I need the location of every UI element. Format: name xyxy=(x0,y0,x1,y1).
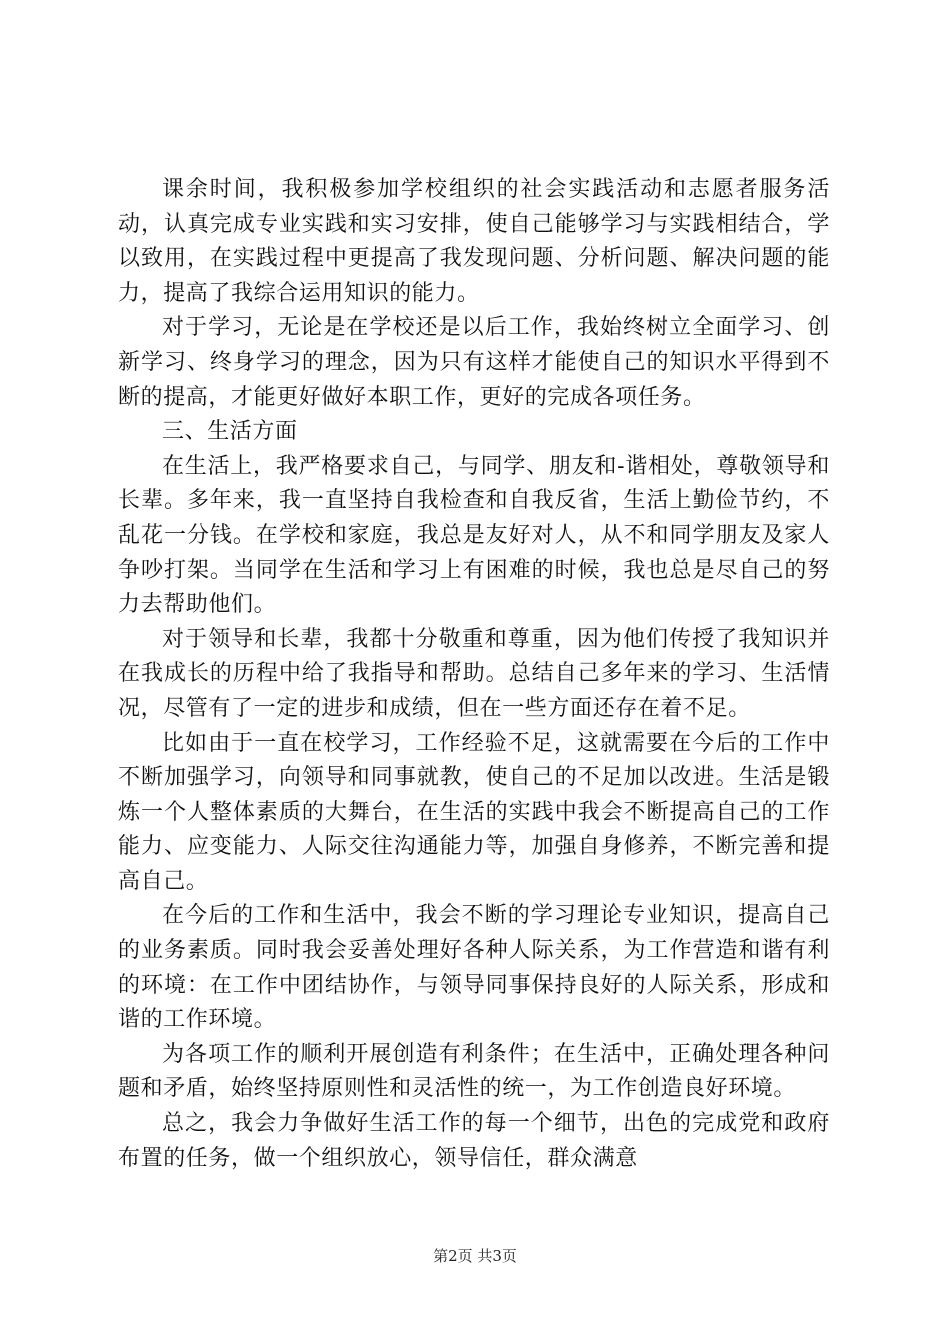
paragraph-conclusion: 总之，我会力争做好生活工作的每一个细节，出色的完成党和政府布置的任务，做一个组织放心，领导信任，群众满意 xyxy=(118,1111,830,1171)
paragraph-life: 在生活上，我严格要求自己，与同学、朋友和-谐相处，尊敬领导和长辈。多年来，我一直坚持自我检查和自我反省，生活上勤俭节约，不乱花一分钱。在学校和家庭，我总是友好对人，从不和同学朋友及家人争吵打架。当同学在生活和学习上有困难的时候，我也总是尽自己的努力去帮助他们。 xyxy=(118,453,830,618)
paragraph-future: 在今后的工作和生活中，我会不断的学习理论专业知识，提高自己的业务素质。同时我会妥善处理好各种人际关系，为工作营造和谐有利的环境：在工作中团结协作，与领导同事保持良好的人际关系，形成和谐的工作环境。 xyxy=(118,903,830,1033)
paragraph-conditions: 为各项工作的顺利开展创造有利条件；在生活中，正确处理各种问题和矛盾，始终坚持原则性和灵活性的统一，为工作创造良好环境。 xyxy=(118,1041,830,1102)
paragraph-improvement: 比如由于一直在校学习，工作经验不足，这就需要在今后的工作中不断加强学习，向领导和同事就教，使自己的不足加以改进。生活是锻炼一个人整体素质的大舞台，在生活的实践中我会不断提高自己的工作能力、应变能力、人际交往沟通能力等，加强自身修养，不断完善和提高自己。 xyxy=(118,730,830,894)
document-body xyxy=(118,173,830,1176)
paragraph-respect: 对于领导和长辈，我都十分敬重和尊重，因为他们传授了我知识并在我成长的历程中给了我指导和帮助。总结自己多年来的学习、生活情况，尽管有了一定的进步和成绩，但在一些方面还存在着不足。 xyxy=(118,626,830,721)
paragraph-study: 对于学习，无论是在学校还是以后工作，我始终树立全面学习、创新学习、终身学习的理念，因为只有这样才能使自己的知识水平得到不断的提高，才能更好做好本职工作，更好的完成各项任务。 xyxy=(118,315,830,410)
page-number-footer: 第2页 共3页 xyxy=(433,1247,517,1265)
section-heading-life: 三、生活方面 xyxy=(162,419,298,445)
paragraph-practice: 课余时间，我积极参加学校组织的社会实践活动和志愿者服务活动，认真完成专业实践和实习安排，使自己能够学习与实践相结合，学以致用，在实践过程中更提高了我发现问题、分析问题、解决问题的能力，提高了我综合运用知识的能力。 xyxy=(118,177,830,306)
